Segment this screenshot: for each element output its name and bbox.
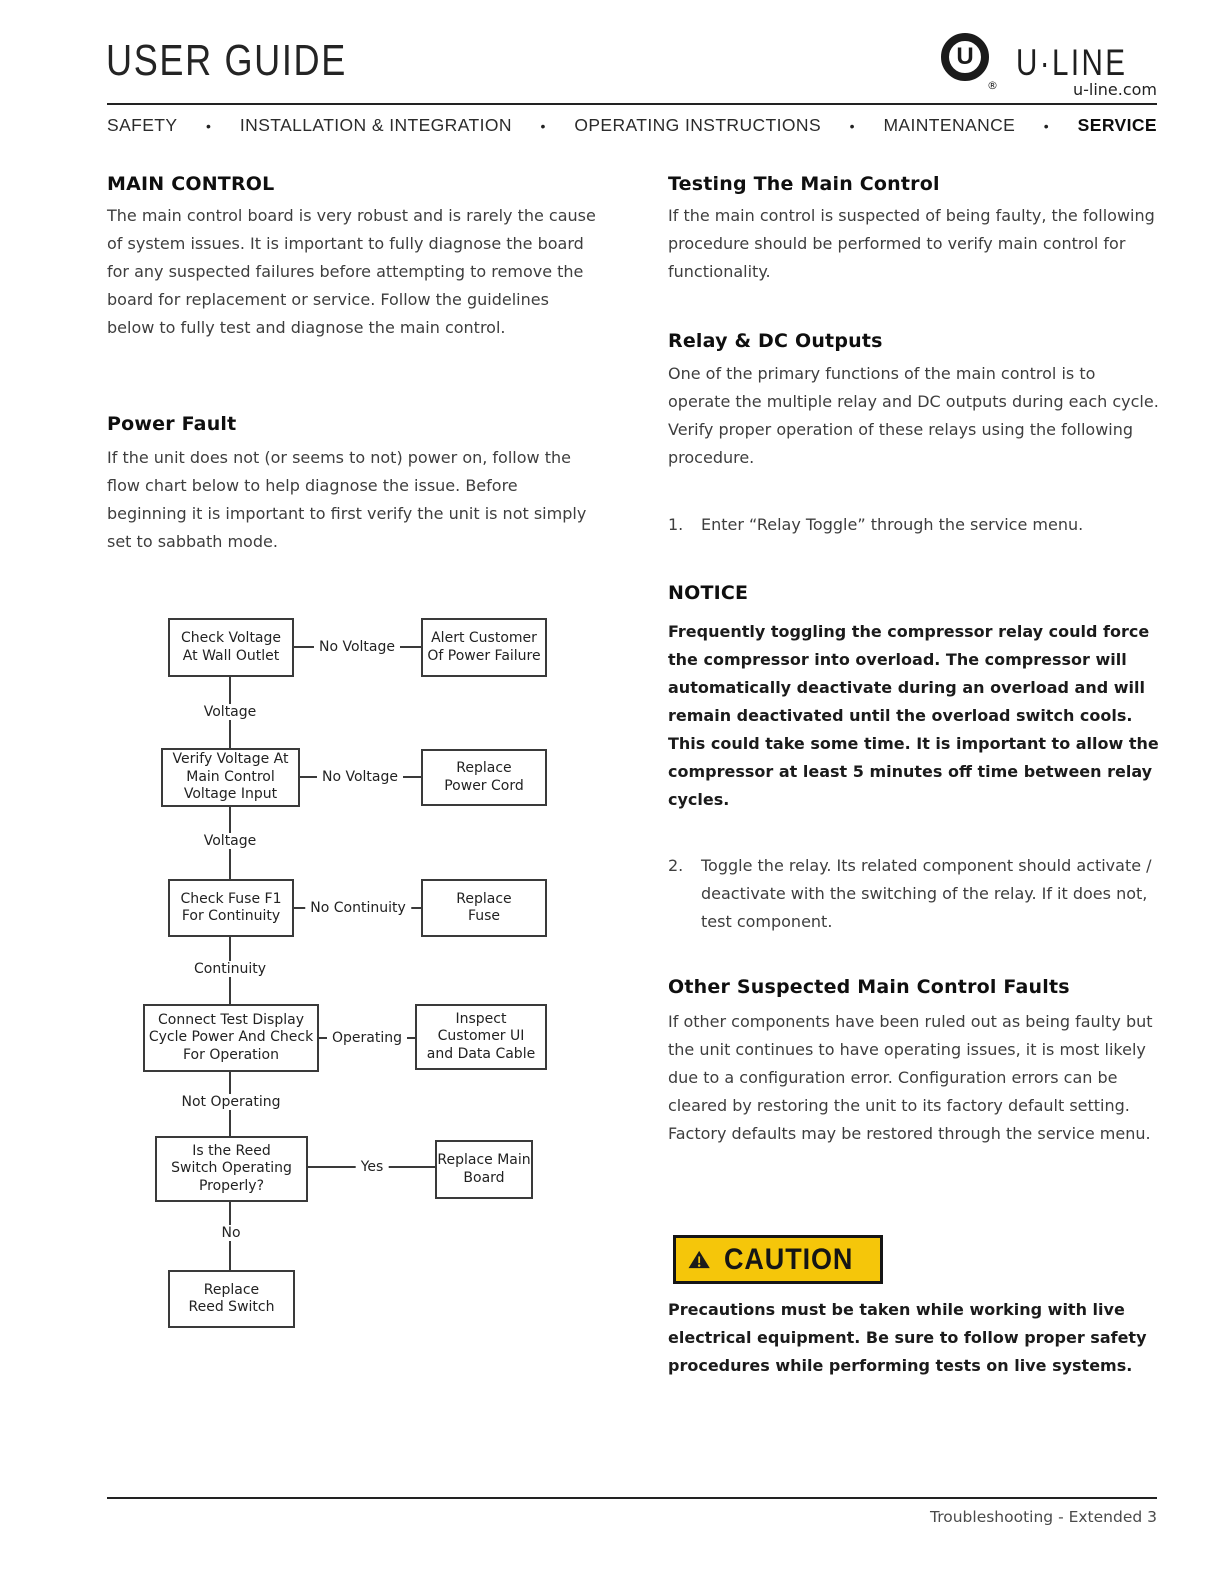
edge-label-yes: Yes — [356, 1159, 389, 1175]
notice-paragraph: Frequently toggling the compressor relay could force the compressor into overload. The compressor will automatically deactivate during an overload and will remain deactivated until the overload switch cools. This could take some time. It is important to allow the compressor at least 5 minutes off time between relay cycles. — [668, 622, 1159, 809]
flowchart-node-check-voltage — [168, 618, 294, 677]
flowchart-node-replace-power-cord — [421, 749, 547, 806]
notice-heading: NOTICE — [668, 582, 749, 604]
uline-logo-letter: U — [956, 43, 974, 70]
footer-rule — [107, 1497, 1157, 1499]
relay-step-2 — [668, 852, 1160, 936]
testing-main-control-heading: Testing The Main Control — [668, 173, 940, 195]
edge-label-no-voltage: No Voltage — [317, 769, 403, 785]
nav-bullet: • — [540, 117, 546, 134]
nav-item-operating: OPERATING INSTRUCTIONS — [574, 115, 822, 135]
edge-label-not-operating: Not Operating — [177, 1094, 286, 1110]
list-text: Enter “Relay Toggle” through the service menu. — [701, 515, 1084, 534]
list-text: Toggle the relay. Its related component should activate / deactivate with the switching of the relay. If it does not, test component. — [701, 856, 1152, 931]
nav-item-maintenance: MAINTENANCE — [883, 115, 1016, 135]
brand-website: u-line.com — [1072, 80, 1157, 99]
flowchart-node-check-fuse — [168, 879, 294, 937]
relay-step-1 — [668, 511, 1160, 539]
caution-triangle-icon — [688, 1243, 710, 1276]
nav-item-service-active: SERVICE — [1077, 115, 1157, 135]
caution-paragraph: Precautions must be taken while working with live electrical equipment. Be sure to follow proper safety procedures while performing tests on live systems. — [668, 1300, 1147, 1375]
flowchart-node-inspect-customer-ui — [415, 1004, 547, 1070]
flowchart-node-text: Replace Main Board — [437, 1152, 531, 1186]
section-nav — [107, 115, 1157, 136]
nav-item-safety: SAFETY — [107, 115, 178, 135]
registered-trademark-symbol: ® — [987, 79, 998, 92]
caution-banner — [673, 1235, 883, 1284]
list-number: 1. — [668, 515, 684, 534]
nav-bullet: • — [206, 117, 212, 134]
flowchart-node-text: Inspect Customer UI and Data Cable — [426, 1010, 536, 1062]
edge-label-continuity: Continuity — [189, 961, 271, 977]
power-fault-paragraph: If the unit does not (or seems to not) power on, follow the flow chart below to help diagnose the issue. Before beginning it is important to first verify the unit is not simply set to sabbath mode. — [107, 448, 587, 551]
flowchart-node-text: Connect Test Display Cycle Power And Check For Operation — [148, 1011, 314, 1063]
flowchart-node-text: Replace Power Cord — [444, 760, 524, 794]
flowchart-node-text: Check Fuse F1 For Continuity — [180, 890, 282, 924]
nav-bullet: • — [1043, 117, 1050, 134]
flowchart-node-replace-fuse — [421, 879, 547, 937]
flowchart-node-replace-reed-switch — [168, 1270, 295, 1328]
flowchart-node-connect-test-display — [143, 1004, 319, 1072]
main-control-heading: MAIN CONTROL — [107, 173, 275, 195]
flowchart-node-text: Check Voltage At Wall Outlet — [180, 630, 282, 664]
edge-label-no-voltage: No Voltage — [314, 639, 400, 655]
flowchart-node-text: Is the Reed Switch Operating Properly? — [171, 1142, 292, 1194]
nav-bullet: • — [849, 117, 855, 134]
flowchart-node-reed-switch-question — [155, 1136, 308, 1202]
uline-wordmark: U·LINE — [1016, 42, 1128, 83]
flowchart-node-text: Replace Fuse — [456, 890, 512, 924]
header-rule — [107, 103, 1157, 105]
testing-main-control-paragraph: If the main control is suspected of being faulty, the following procedure should be performed to verify main control for functionality. — [668, 206, 1155, 281]
caution-label: CAUTION — [724, 1242, 854, 1276]
flowchart-node-text: Verify Voltage At Main Control Voltage Input — [172, 751, 289, 803]
list-number: 2. — [668, 856, 684, 875]
footer-page-label: Troubleshooting - Extended 3 — [930, 1508, 1157, 1526]
flowchart-node-text: Replace Reed Switch — [188, 1281, 275, 1315]
page-title: USER GUIDE — [106, 36, 347, 85]
flowchart-node-text: Alert Customer Of Power Failure — [427, 630, 541, 664]
other-faults-heading: Other Suspected Main Control Faults — [668, 976, 1070, 998]
edge-label-no-continuity: No Continuity — [305, 900, 411, 916]
relay-dc-outputs-paragraph: One of the primary functions of the main control is to operate the multiple relay and DC outputs during each cycle. Verify proper operation of these relays using the following procedure. — [668, 364, 1159, 467]
flowchart-node-replace-main-board — [435, 1140, 533, 1199]
nav-item-installation: INSTALLATION & INTEGRATION — [239, 115, 512, 135]
edge-label-voltage: Voltage — [199, 704, 262, 720]
flowchart-node-alert-customer — [421, 618, 547, 677]
main-control-paragraph: The main control board is very robust and is rarely the cause of system issues. It is important to fully diagnose the board for any suspected failures before attempting to remove the board for replacement or service. Follow the guidelines below to fully test and diagnose the main control. — [107, 206, 596, 337]
other-faults-paragraph: If other components have been ruled out as being faulty but the unit continues to have operating issues, it is most likely due to a configuration error. Configuration errors can be cleared by restoring the unit to its factory default setting. Factory defaults may be restored through the service menu. — [668, 1012, 1153, 1143]
edge-label-voltage: Voltage — [199, 833, 262, 849]
power-fault-heading: Power Fault — [107, 413, 237, 435]
edge-label-operating: Operating — [327, 1030, 407, 1046]
uline-logo-mark — [941, 33, 989, 81]
flowchart-node-verify-voltage — [161, 748, 300, 807]
relay-dc-outputs-heading: Relay & DC Outputs — [668, 330, 883, 352]
edge-label-no: No — [216, 1225, 245, 1241]
